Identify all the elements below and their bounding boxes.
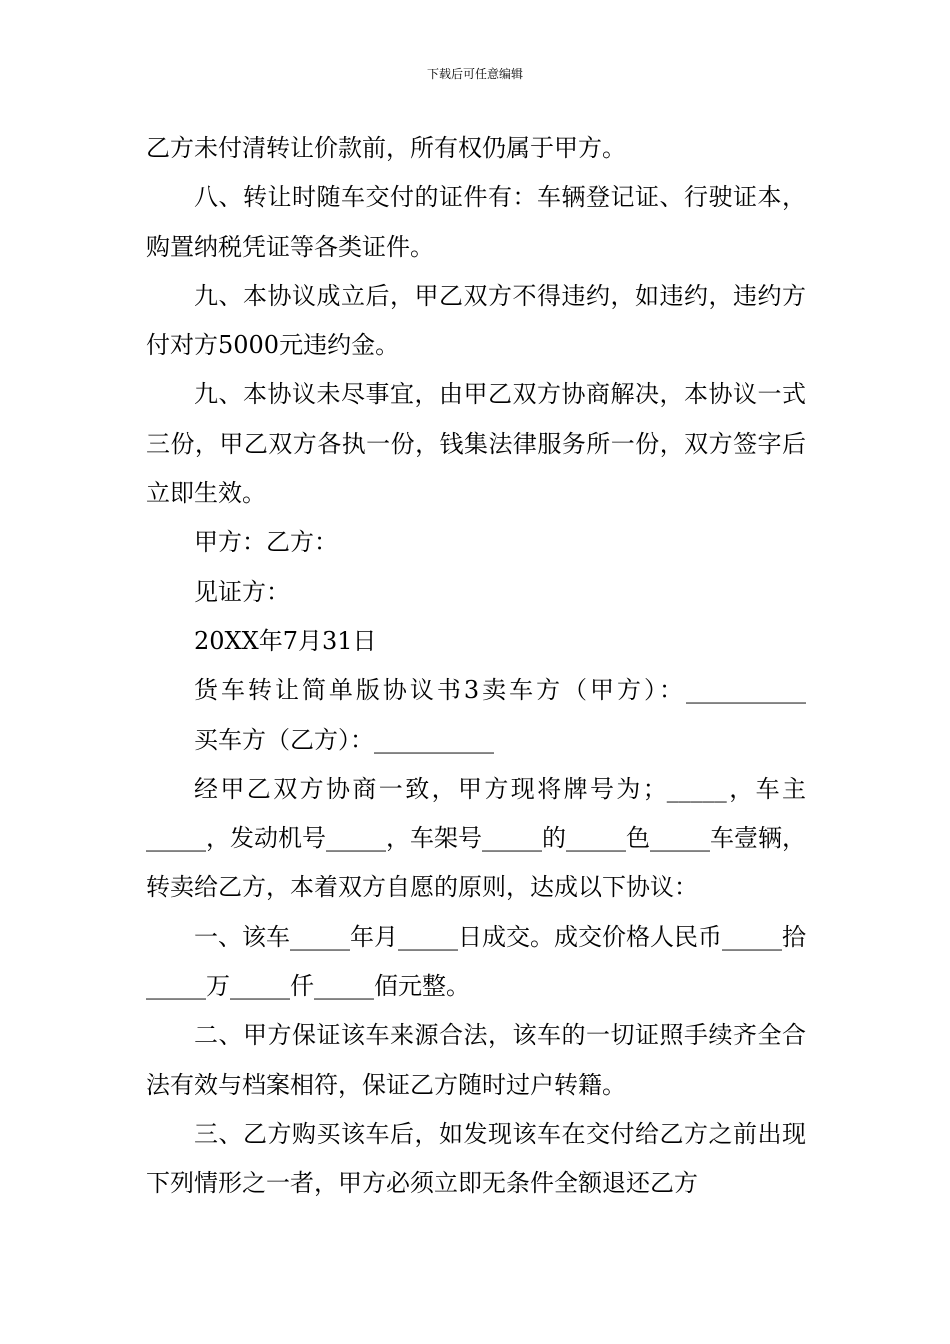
page-header: 下载后可任意编辑 <box>426 67 523 81</box>
paragraph-clause-nine-breach: 九、本协议成立后，甲乙双方不得违约，如违约，违约方付对方5000元违约金。 <box>146 281 806 360</box>
paragraph-vehicle-details: 经甲乙双方协商一致，甲方现将牌号为；_____，车主_____，发动机号_____，车架号_____的_____色_____车壹辆，转卖给乙方，本着双方自愿的原则，达成以下协议： <box>146 774 806 902</box>
paragraph-clause-three-refund: 三、乙方购买该车后，如发现该车在交付给乙方之前出现下列情形之一者，甲方必须立即无条件全额退还乙方 <box>146 1119 806 1198</box>
paragraph-agreement-three-seller: 货车转让简单版协议书3卖车方（甲方）：__________ <box>194 676 806 705</box>
paragraph-clause-two-legality: 二、甲方保证该车来源合法，该车的一切证照手续齐全合法有效与档案相符，保证乙方随时过户转籍。 <box>146 1021 806 1099</box>
paragraph-clause-eight: 八、转让时随车交付的证件有：车辆登记证、行驶证本，购置纳税凭证等各类证件。 <box>146 183 806 261</box>
document-body <box>146 124 806 1209</box>
paragraph-date: 20XX年7月31日 <box>194 626 377 655</box>
paragraph-clause-nine-copies: 九、本协议未尽事宜，由甲乙双方协商解决，本协议一式三份，甲乙双方各执一份，钱集法律服务所一份，双方签字后立即生效。 <box>146 380 806 508</box>
paragraph-clause-one-price: 一、该车_____年月_____日成交。成交价格人民币_____拾_____万_____仟_____佰元整。 <box>146 922 806 1001</box>
paragraph-witness: 见证方： <box>194 577 290 606</box>
paragraph-buyer: 买车方（乙方）：__________ <box>194 725 494 754</box>
paragraph-ownership: 乙方未付清转让价款前，所有权仍属于甲方。 <box>146 134 626 162</box>
paragraph-parties-signature: 甲方：乙方： <box>194 528 338 557</box>
